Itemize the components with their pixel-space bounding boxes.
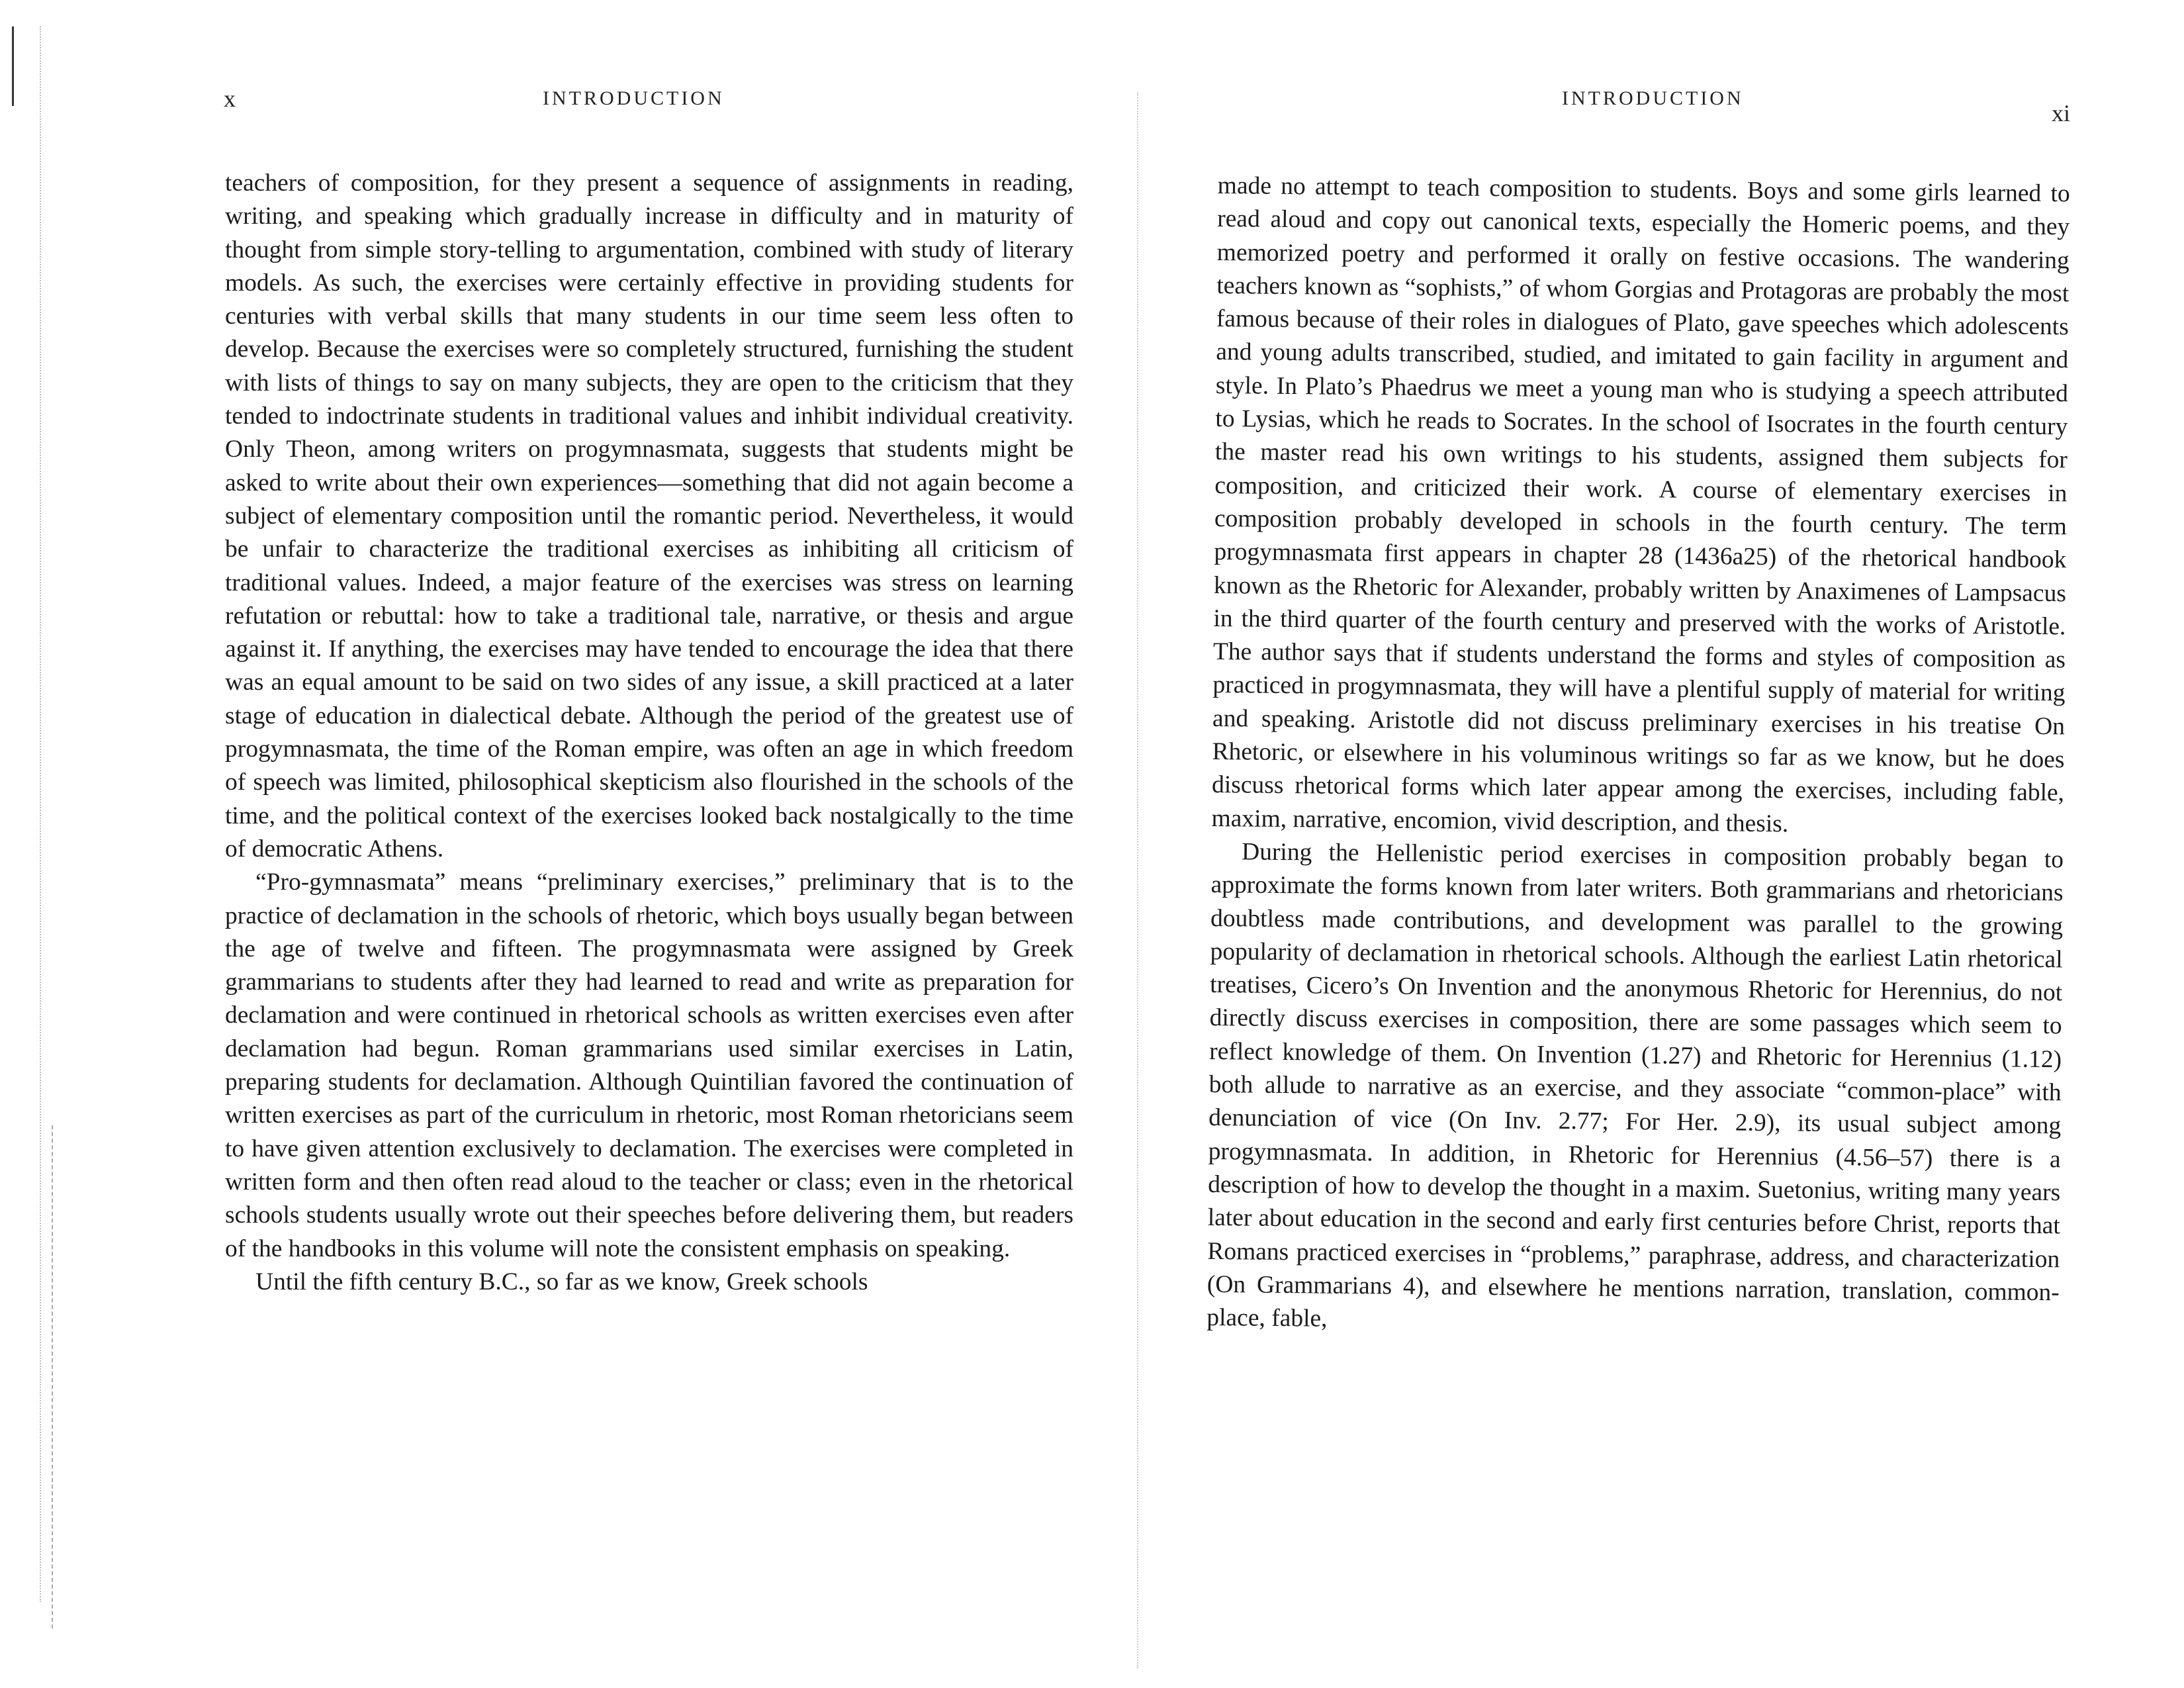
running-head-left: INTRODUCTION <box>543 87 725 109</box>
paragraph: “Pro-gymnasmata” means “preliminary exercises,” preliminary that is to the practice of declamation in the schools of rhetoric, which boys usually began between the age of twelve and fifteen. The progymnasmata were assigned by Greek grammarians to students after they had learned to read and write as preparation for declamation and were continued in rhetorical schools as written exercises even after declamation had begun. Roman grammarians used similar exercises in Latin, preparing students for declamation. Although Quintilian favored the continuation of written exercises as part of the curriculum in rhetoric, most Roman rhetoricians seem to have given attention exclusively to declamation. The exercises were completed in written form and then often read aloud to the teacher or class; even in the rhetorical schools students usually wrote out their speeches before delivering them, but readers of the handbooks in this volume will note the consistent emphasis on speaking. <box>225 868 1073 1262</box>
paragraph: teachers of composition, for they present a sequence of assignments in reading, writing, and speaking which gradually increase in difficulty and in maturity of thought from simple story-telling to argumentation, combined with study of literary models. As such, the exercises were certainly effective in providing students for centuries with verbal skills that many students in our time seem less often to develop. Because the exercises were so completely structured, furnishing the student with lists of things to say on many subjects, they are open to the criticism that they tended to indoctrinate students in traditional values and inhibit individual creativity. Only Theon, among writers on progymnasmata, suggests that students might be asked to write about their own experiences—something that did not again become a subject of elementary composition until the romantic period. Nevertheless, it would be unfair to characterize the traditional exercises as inhibiting all criticism of traditional values. Indeed, a major feature of the exercises was stress on learning refutation or rebuttal: how to take a traditional tale, narrative, or thesis and argue against it. If anything, the exercises may have tended to encourage the idea that there was an equal amount to be said on two sides of any issue, a skill practiced at a later stage of education in dialectical debate. Although the period of the greatest use of progymnasmata, the time of the Roman empire, was often an age in which freedom of speech was limited, philosophical skepticism also flourished in the schools of the time, and the political context of the exercises looked back nostalgically to the time of democratic Athens. <box>225 169 1073 863</box>
left-body-text <box>225 167 1073 1299</box>
paragraph: During the Hellenistic period exercises in composition probably began to approximate the forms known from later writers. Both grammarians and rhetoricians doubtless made contributions, and development was parallel to the growing popularity of declamation in rhetorical schools. Although the earliest Latin rhetorical treatises, Cicero’s On Invention and the anonymous Rhetoric for Herennius, do not directly discuss exercises in composition, there are some passages which seem to reflect knowledge of them. On Invention (1.27) and Rhetoric for Herennius (1.12) both allude to narrative as an exercise, and they associate “common-place” with denunciation of vice (On Inv. 2.77; For Her. 2.9), its usual subject among progymnasmata. In addition, in Rhetoric for Herennius (4.56–57) there is a description of how to develop the thought in a maxim. Suetonius, writing many years later about education in the second and early first centuries before Christ, reports that Romans practiced exercises in “problems,” paraphrase, address, and characterization (On Grammarians 4), and elsewhere he mentions narration, translation, common-place, fable, <box>1206 838 2064 1333</box>
page-number-right: xi <box>2052 100 2071 126</box>
right-page <box>1138 0 2184 1688</box>
page-number-left: x <box>224 85 236 112</box>
right-body-text <box>1206 169 2070 1343</box>
running-head-right: INTRODUCTION <box>1562 87 1744 109</box>
paragraph: made no attempt to teach composition to students. Boys and some girls learned to read aloud and copy out canonical texts, especially the Homeric poems, and they memorized poetry and performed it orally on festive occasions. The wandering teachers known as “sophists,” of whom Gorgias and Protagoras are probably the most famous because of their roles in dialogues of Plato, gave speeches which adolescents and young adults transcribed, studied, and imitated to gain facility in argument and style. In Plato’s Phaedrus we meet a young man who is studying a speech attributed to Lysias, which he reads to Socrates. In the school of Isocrates in the fourth century the master read his own writings to his students, assigned them subjects for composition, and criticized their work. A course of elementary exercises in composition probably developed in schools in the fourth century. The term progymnasmata first appears in chapter 28 (1436a25) of the rhetorical handbook known as the Rhetoric for Alexander, probably written by Anaximenes of Lampsacus in the third quarter of the fourth century and preserved with the works of Aristotle. The author says that if students understand the forms and styles of composition as practiced in progymnasmata, they will have a plentiful supply of material for writing and speaking. Aristotle did not discuss preliminary exercises in his treatise On Rhetoric, or elsewhere in his voluminous writings so far as we know, but he does discuss rhetorical forms which later appear among the exercises, including fable, maxim, narrative, encomion, vivid description, and thesis. <box>1211 171 2070 837</box>
paragraph: Until the fifth century B.C., so far as we know, Greek schools <box>255 1268 868 1295</box>
